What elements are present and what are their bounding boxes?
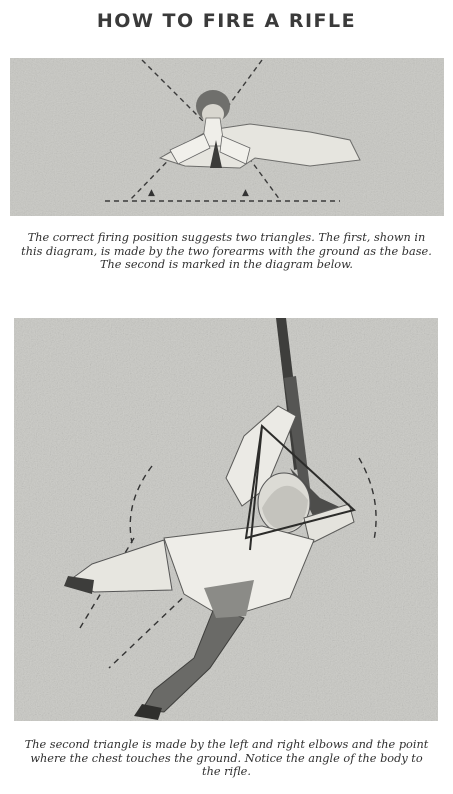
svg-text:▲: ▲ xyxy=(242,188,249,198)
overhead-view-photo xyxy=(14,318,438,721)
bottom-caption: The second triangle is made by the left and right elbows and the point where the chest touches the ground. Notice the angle of the body to the rifle. xyxy=(24,738,429,778)
front-view-photo xyxy=(10,58,444,216)
top-caption: The correct firing position suggests two triangles. The first, shown in this diagram, is made by the two forearms with the ground as the base. The second is marked in the diagram below. xyxy=(21,231,432,271)
svg-text:▲: ▲ xyxy=(148,188,155,198)
page-title: HOW TO FIRE A RIFLE xyxy=(96,10,357,32)
